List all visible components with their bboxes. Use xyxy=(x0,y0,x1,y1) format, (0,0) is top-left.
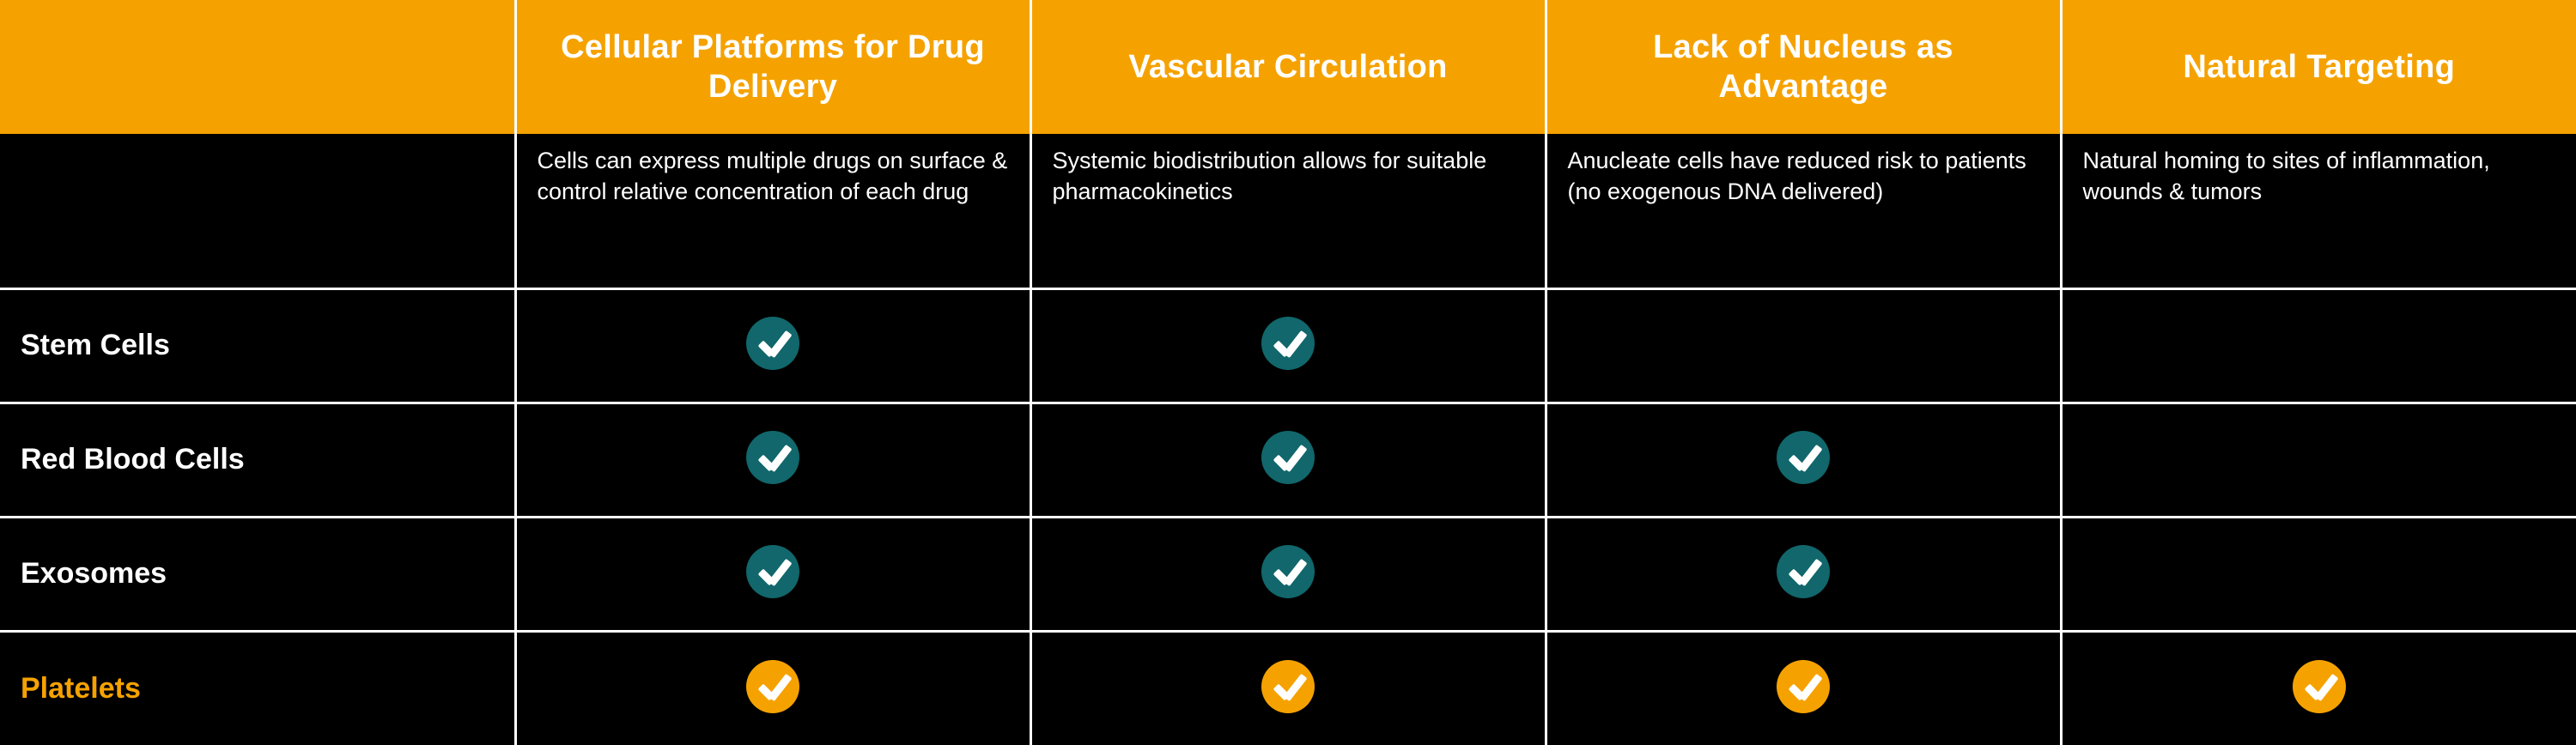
column-description-natural-targeting: Natural homing to sites of inflammation, wounds & tumors xyxy=(2061,134,2576,288)
description-corner-cell xyxy=(0,134,515,288)
cell-stem-cells-cellular-platforms xyxy=(515,288,1030,403)
row-label-platelets: Platelets xyxy=(0,631,515,745)
cell-red-blood-cells-natural-targeting xyxy=(2061,403,2576,517)
check-circle-icon xyxy=(2293,660,2346,713)
cell-red-blood-cells-cellular-platforms xyxy=(515,403,1030,517)
cell-stem-cells-natural-targeting xyxy=(2061,288,2576,403)
cell-red-blood-cells-lack-of-nucleus xyxy=(1546,403,2061,517)
column-description-cellular-platforms: Cells can express multiple drugs on surface & control relative concentration of each drug xyxy=(515,134,1030,288)
cell-exosomes-natural-targeting xyxy=(2061,517,2576,631)
table-description-row xyxy=(0,134,2576,288)
check-circle-icon xyxy=(1261,545,1315,598)
table-row xyxy=(0,288,2576,403)
column-description-vascular-circulation: Systemic biodistribution allows for suitable pharmacokinetics xyxy=(1030,134,1546,288)
cell-stem-cells-vascular-circulation xyxy=(1030,288,1546,403)
cell-exosomes-lack-of-nucleus xyxy=(1546,517,2061,631)
cell-platelets-cellular-platforms xyxy=(515,631,1030,745)
cell-exosomes-vascular-circulation xyxy=(1030,517,1546,631)
check-circle-icon xyxy=(746,660,799,713)
cell-platelets-lack-of-nucleus xyxy=(1546,631,2061,745)
check-circle-icon xyxy=(746,545,799,598)
row-label-red-blood-cells: Red Blood Cells xyxy=(0,403,515,517)
check-circle-icon xyxy=(1261,660,1315,713)
column-header-cellular-platforms: Cellular Platforms for Drug Delivery xyxy=(515,0,1030,134)
row-label-stem-cells: Stem Cells xyxy=(0,288,515,403)
table-header-row xyxy=(0,0,2576,134)
cell-red-blood-cells-vascular-circulation xyxy=(1030,403,1546,517)
table-row xyxy=(0,403,2576,517)
column-header-vascular-circulation: Vascular Circulation xyxy=(1030,0,1546,134)
column-header-natural-targeting: Natural Targeting xyxy=(2061,0,2576,134)
cell-platelets-vascular-circulation xyxy=(1030,631,1546,745)
check-circle-icon xyxy=(1261,431,1315,484)
table-corner-cell xyxy=(0,0,515,134)
table-row xyxy=(0,517,2576,631)
row-label-exosomes: Exosomes xyxy=(0,517,515,631)
column-header-lack-of-nucleus: Lack of Nucleus as Advantage xyxy=(1546,0,2061,134)
column-description-lack-of-nucleus: Anucleate cells have reduced risk to patients (no exogenous DNA delivered) xyxy=(1546,134,2061,288)
cell-exosomes-cellular-platforms xyxy=(515,517,1030,631)
check-circle-icon xyxy=(746,431,799,484)
check-circle-icon xyxy=(746,317,799,370)
cell-platelets-natural-targeting xyxy=(2061,631,2576,745)
check-circle-icon xyxy=(1777,431,1830,484)
check-circle-icon xyxy=(1777,660,1830,713)
check-circle-icon xyxy=(1777,545,1830,598)
check-circle-icon xyxy=(1261,317,1315,370)
cell-stem-cells-lack-of-nucleus xyxy=(1546,288,2061,403)
table-row xyxy=(0,631,2576,745)
